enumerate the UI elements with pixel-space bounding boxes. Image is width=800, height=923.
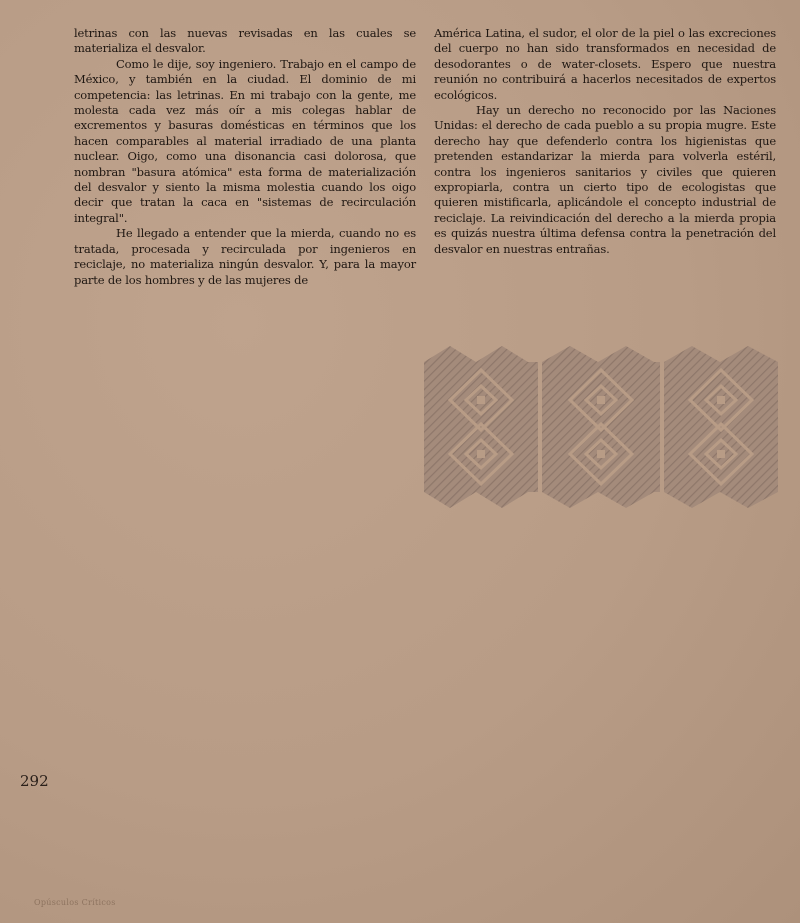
ornament-panel-2 <box>542 346 660 508</box>
right-text-column <box>434 26 776 257</box>
left-paragraph-3: He llegado a entender que la mierda, cuando no es tratada, procesada y recirculada por ingenieros en reciclaje, no materializa ningún desvalor. Y, para la mayor parte de los hombres y de las mujeres de <box>74 226 416 287</box>
ornament-panel-3 <box>664 346 778 508</box>
left-paragraph-1: letrinas con las nuevas revisadas en las cuales se materializa el desvalor. <box>74 26 416 56</box>
left-paragraph-2: Como le dije, soy ingeniero. Trabajo en el campo de México, y también en la ciudad. El dominio de mi competencia: las letrinas. En mi trabajo con la gente, me molesta cada vez más oír a mis colegas hablar de excrementos y basuras domésticas en términos que los hacen comparables al material irradiado de una planta nuclear. Oigo, como una disonancia casi dolorosa, que nombran "basura atómica" esta forma de materialización del desvalor y siento la misma molestia cuando los oigo decir que tratan la caca en "sistemas de recirculación integral". <box>74 56 416 225</box>
footer-imprint: Opúsculos Críticos <box>34 898 116 907</box>
left-text-column <box>74 26 416 288</box>
page-number: 292 <box>20 772 49 790</box>
geometric-textile-pattern-icon <box>420 342 782 512</box>
right-paragraph-1: América Latina, el sudor, el olor de la piel o las excreciones del cuerpo no han sido transformados en necesidad de desodorantes o de water-closets. Espero que nuestra reunión no contribuirá a hacerlos necesitados de expertos ecológicos. <box>434 26 776 102</box>
right-paragraph-2: Hay un derecho no reconocido por las Naciones Unidas: el derecho de cada pueblo a su propia mugre. Este derecho hay que defenderlo contra los higienistas que pretenden estandarizar la mierda para volverla estéril, contra los ingenieros sanitarios y civiles que quieren expropiarla, contra un cierto tipo de ecologistas que quieren mistificarla, aplicándole el concepto industrial de reciclaje. La reivindicación del derecho a la mierda propia es quizás nuestra última defensa contra la penetración del desvalor en nuestras entrañas. <box>434 103 776 256</box>
ornament-panel-1 <box>424 346 538 508</box>
